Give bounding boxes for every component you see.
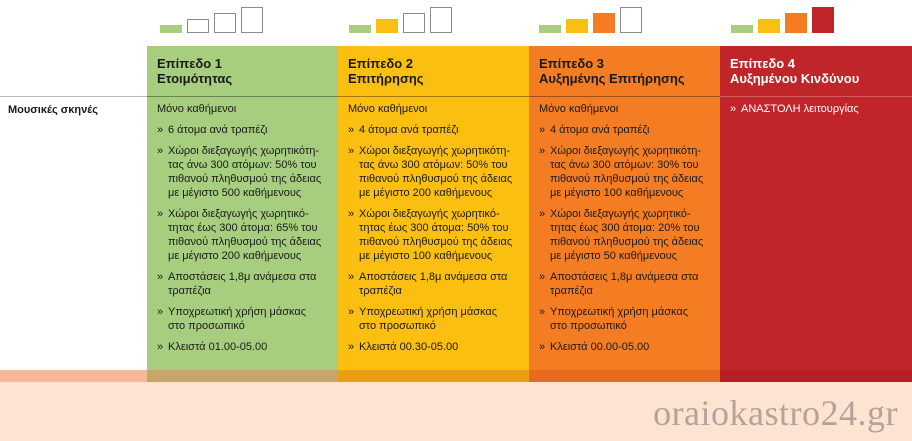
bullet-line: στο προσωπικό <box>359 320 436 332</box>
bullet-glyph: » <box>539 208 546 220</box>
level-1-body <box>157 102 326 361</box>
bullet-line: Χώροι διεξαγωγής χωρητικότη- <box>168 145 320 157</box>
bullet-line: με μέγιστο 200 καθήμενους <box>359 187 493 199</box>
level-2-indicator <box>349 7 459 33</box>
bullet-line: Χώροι διεξαγωγής χωρητικό- <box>550 208 691 220</box>
bullet-item <box>348 340 517 354</box>
bullet-item <box>348 305 517 333</box>
level-2-body <box>348 102 517 361</box>
divider <box>338 96 529 97</box>
bullet-line: πιθανού πληθυσμού της άδειας <box>168 173 322 185</box>
bullet-item <box>348 270 517 298</box>
bullet-glyph: » <box>539 306 546 318</box>
bullet-glyph: » <box>157 208 164 220</box>
bullet-line: πιθανού πληθυσμού της άδειας <box>168 236 322 248</box>
bullet-item <box>348 123 517 137</box>
bullet-glyph: » <box>348 271 355 283</box>
bullet-glyph: » <box>539 341 546 353</box>
bullet-line: πιθανού πληθυσμού της άδειας <box>550 236 704 248</box>
bullet-line: Χώροι διεξαγωγής χωρητικότη- <box>550 145 702 157</box>
bullet-item <box>157 270 326 298</box>
bullet-item <box>539 123 708 137</box>
bullet-line: τραπέζια <box>550 285 593 297</box>
bullet-line: τας άνω 300 ατόμων: 50% του <box>168 159 317 171</box>
bullet-glyph: » <box>539 145 546 157</box>
bullet-line: Υποχρεωτική χρήση μάσκας <box>550 306 689 318</box>
row-label-column <box>0 46 147 370</box>
bullet-item <box>157 305 326 333</box>
bullet-line: πιθανού πληθυσμού της άδειας <box>359 236 513 248</box>
intro-text: Μόνο καθήμενοι <box>157 103 237 115</box>
level-3-body <box>539 102 708 361</box>
level-2-title: Επίπεδο 2 Επιτήρησης <box>348 56 424 86</box>
bullet-item <box>157 144 326 200</box>
bullet-line: 4 άτομα ανά τραπέζι <box>359 124 459 136</box>
bullet-item <box>539 340 708 354</box>
watermark: oraiokastro24.gr <box>653 393 898 433</box>
bullet-item <box>730 102 900 116</box>
level-1-strip <box>147 370 338 382</box>
bullet-line: Αποστάσεις 1,8μ ανάμεσα στα <box>550 271 699 283</box>
bullet-glyph: » <box>157 145 164 157</box>
divider <box>147 96 338 97</box>
bullet-line: Υποχρεωτική χρήση μάσκας <box>359 306 498 318</box>
bullet-line: πιθανού πληθυσμού της άδειας <box>550 173 704 185</box>
bullet-glyph: » <box>348 124 355 136</box>
bullet-line: με μέγιστο 200 καθήμενους <box>168 250 302 262</box>
bullet-line: τας άνω 300 ατόμων: 50% του <box>359 159 508 171</box>
bullet-item <box>157 123 326 137</box>
bullet-line: τητας έως 300 άτομα: 50% του <box>359 222 509 234</box>
level-3-indicator <box>539 7 649 33</box>
bullet-line: τητας έως 300 άτομα: 65% του <box>168 222 318 234</box>
bullet-line: Κλειστά 01.00-05.00 <box>168 341 268 353</box>
bullet-item <box>539 270 708 298</box>
bullet-glyph: » <box>539 271 546 283</box>
bullet-line: με μέγιστο 100 καθήμενους <box>359 250 493 262</box>
level-2-strip <box>338 370 529 382</box>
level-3-strip <box>529 370 720 382</box>
level-2-column <box>338 46 529 382</box>
bullet-line: Κλειστά 00.00-05.00 <box>550 341 650 353</box>
level-1-title: Επίπεδο 1 Ετοιμότητας <box>157 56 233 86</box>
intro-text: Μόνο καθήμενοι <box>348 103 428 115</box>
bullet-line: τραπέζια <box>359 285 402 297</box>
bullet-item <box>348 144 517 200</box>
level-4-body <box>730 102 900 123</box>
level-1-indicator <box>160 7 270 33</box>
bullet-line: Αποστάσεις 1,8μ ανάμεσα στα <box>359 271 508 283</box>
bullet-glyph: » <box>157 271 164 283</box>
level-3-column <box>529 46 720 382</box>
divider <box>529 96 720 97</box>
level-3-title: Επίπεδο 3 Αυξημένης Επιτήρησης <box>539 56 685 86</box>
bullet-glyph: » <box>730 103 737 115</box>
bullet-line: Υποχρεωτική χρήση μάσκας <box>168 306 307 318</box>
bullet-line: Χώροι διεξαγωγής χωρητικότη- <box>359 145 511 157</box>
bullet-line: 4 άτομα ανά τραπέζι <box>550 124 650 136</box>
bullet-line: στο προσωπικό <box>550 320 627 332</box>
bullet-glyph: » <box>157 124 164 136</box>
level-4-title: Επίπεδο 4 Αυξημένου Κινδύνου <box>730 56 860 86</box>
bullet-line: πιθανού πληθυσμού της άδειας <box>359 173 513 185</box>
bullet-item <box>539 144 708 200</box>
divider <box>0 96 147 97</box>
bullet-glyph: » <box>348 208 355 220</box>
bullet-item <box>539 207 708 263</box>
bullet-glyph: » <box>348 341 355 353</box>
bullet-line: με μέγιστο 500 καθήμενους <box>168 187 302 199</box>
level-4-column <box>720 46 912 382</box>
bullet-line: τραπέζια <box>168 285 211 297</box>
divider <box>720 96 912 97</box>
bullet-glyph: » <box>348 306 355 318</box>
bullet-line: 6 άτομα ανά τραπέζι <box>168 124 268 136</box>
intro-text: Μόνο καθήμενοι <box>539 103 619 115</box>
bullet-glyph: » <box>157 306 164 318</box>
bullet-line: Χώροι διεξαγωγής χωρητικό- <box>168 208 309 220</box>
bullet-item <box>157 207 326 263</box>
bullet-glyph: » <box>157 341 164 353</box>
bullet-item <box>348 207 517 263</box>
left-strip <box>0 370 147 382</box>
bullet-line: Κλειστά 00.30-05.00 <box>359 341 459 353</box>
bullet-line: τητας έως 300 άτομα: 20% του <box>550 222 700 234</box>
bullet-item <box>157 340 326 354</box>
row-label: Μουσικές σκηνές <box>8 104 98 116</box>
level-4-strip <box>720 370 912 382</box>
bullet-glyph: » <box>539 124 546 136</box>
bullet-line: στο προσωπικό <box>168 320 245 332</box>
bullet-glyph: » <box>348 145 355 157</box>
bullet-item <box>539 305 708 333</box>
level-4-indicator <box>731 7 841 33</box>
bullet-line: με μέγιστο 100 καθήμενους <box>550 187 684 199</box>
bullet-line: Χώροι διεξαγωγής χωρητικό- <box>359 208 500 220</box>
bullet-line: τας άνω 300 ατόμων: 30% του <box>550 159 699 171</box>
bullet-line: Αποστάσεις 1,8μ ανάμεσα στα <box>168 271 317 283</box>
bullet-line: με μέγιστο 50 καθήμενους <box>550 250 678 262</box>
bullet-line: ΑΝΑΣΤΟΛΗ λειτουργίας <box>741 103 859 115</box>
level-1-column <box>147 46 338 382</box>
